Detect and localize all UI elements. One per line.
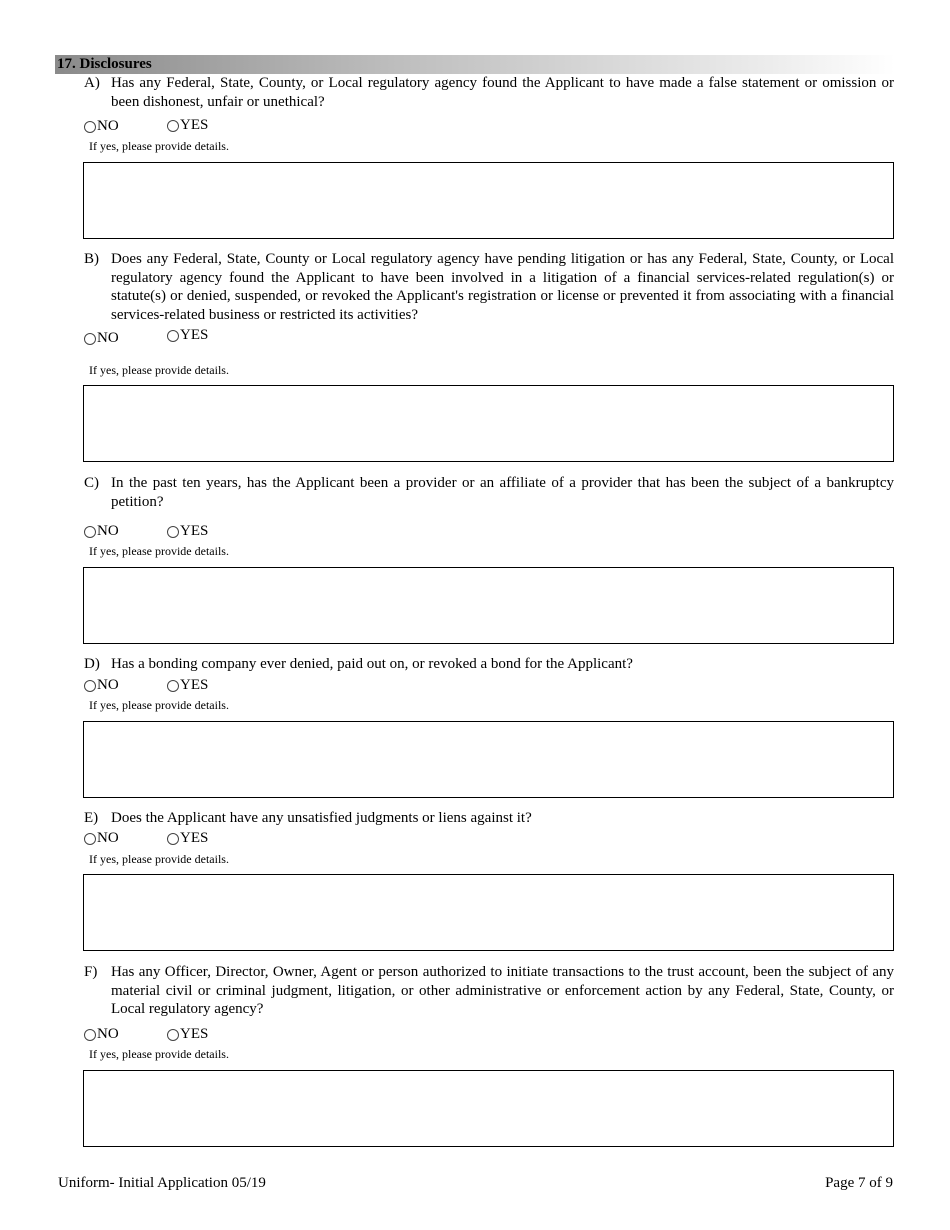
- radio-label: NO: [97, 118, 119, 134]
- radio-circle-icon[interactable]: [84, 121, 96, 133]
- question-letter: C): [84, 475, 99, 491]
- question-letter: D): [84, 656, 100, 672]
- details-hint: If yes, please provide details.: [89, 1047, 229, 1061]
- radio-label: YES: [180, 523, 209, 539]
- question-b-yes-radio[interactable]: [167, 327, 208, 344]
- question-text: Does the Applicant have any unsatisfied judgments or liens against it?: [111, 810, 532, 826]
- details-hint: If yes, please provide details.: [89, 852, 229, 866]
- radio-circle-icon[interactable]: [84, 833, 96, 845]
- question-f-details-field[interactable]: [83, 1070, 894, 1147]
- section-title: 17. Disclosures: [57, 56, 152, 72]
- footer-form-name: Uniform- Initial Application 05/19: [58, 1175, 266, 1191]
- question-letter: F): [84, 964, 98, 980]
- radio-label: YES: [180, 830, 209, 846]
- question-e: [84, 809, 894, 828]
- question-d-yes-radio[interactable]: [167, 677, 208, 694]
- radio-label: YES: [180, 1026, 209, 1042]
- radio-label: NO: [97, 1026, 119, 1042]
- question-c: [84, 474, 894, 511]
- question-c-details-field[interactable]: [83, 567, 894, 644]
- radio-circle-icon[interactable]: [167, 330, 179, 342]
- question-letter: B): [84, 251, 99, 267]
- question-f: [84, 963, 894, 1019]
- section-header: [55, 55, 895, 74]
- question-e-yes-radio[interactable]: [167, 830, 208, 847]
- radio-label: YES: [180, 327, 209, 343]
- question-b: [84, 250, 894, 324]
- question-letter: A): [84, 75, 100, 91]
- radio-circle-icon[interactable]: [84, 333, 96, 345]
- radio-circle-icon[interactable]: [167, 833, 179, 845]
- radio-label: NO: [97, 330, 119, 346]
- question-d-no-radio[interactable]: [84, 677, 119, 694]
- question-d-details-field[interactable]: [83, 721, 894, 798]
- radio-circle-icon[interactable]: [167, 120, 179, 132]
- details-hint: If yes, please provide details.: [89, 363, 229, 377]
- question-e-no-radio[interactable]: [84, 830, 119, 847]
- radio-circle-icon[interactable]: [167, 680, 179, 692]
- radio-circle-icon[interactable]: [167, 526, 179, 538]
- footer-page-number: Page 7 of 9: [825, 1175, 893, 1191]
- question-a-details-field[interactable]: [83, 162, 894, 239]
- radio-label: NO: [97, 523, 119, 539]
- radio-label: NO: [97, 830, 119, 846]
- radio-circle-icon[interactable]: [84, 680, 96, 692]
- question-text: Has any Federal, State, County, or Local regulatory agency found the Applicant to have made a false statement or omission or been dishonest, unfair or unethical?: [111, 75, 894, 110]
- question-letter: E): [84, 810, 99, 826]
- question-e-details-field[interactable]: [83, 874, 894, 951]
- question-b-no-radio[interactable]: [84, 330, 119, 347]
- question-text: In the past ten years, has the Applicant been a provider or an affiliate of a provider that has been the subject of a bankruptcy petition?: [111, 475, 894, 510]
- question-a-yes-radio[interactable]: [167, 117, 208, 134]
- radio-label: NO: [97, 677, 119, 693]
- radio-circle-icon[interactable]: [167, 1029, 179, 1041]
- question-a-no-radio[interactable]: [84, 118, 119, 135]
- radio-circle-icon[interactable]: [84, 1029, 96, 1041]
- question-f-yes-radio[interactable]: [167, 1026, 208, 1043]
- question-d: [84, 655, 894, 674]
- radio-label: YES: [180, 677, 209, 693]
- question-text: Has any Officer, Director, Owner, Agent or person authorized to initiate transactions to the trust account, been the subject of any material civil or criminal judgment, litigation, or other administrative or enforcement action by any Federal, State, County, or Local regulatory agency?: [111, 964, 894, 1017]
- question-b-details-field[interactable]: [83, 385, 894, 462]
- question-c-no-radio[interactable]: [84, 523, 119, 540]
- details-hint: If yes, please provide details.: [89, 139, 229, 153]
- radio-circle-icon[interactable]: [84, 526, 96, 538]
- question-text: Does any Federal, State, County or Local regulatory agency have pending litigation or has any Federal, State, County, or Local regulatory agency found the Applicant to have been involved in a litigation of a financial services-related regulation(s) or statute(s) or denied, suspended, or revoked the Applicant's registration or license or prevented it from associating with a financial services-related business or restricted its activities?: [111, 251, 894, 323]
- radio-label: YES: [180, 117, 209, 133]
- question-f-no-radio[interactable]: [84, 1026, 119, 1043]
- details-hint: If yes, please provide details.: [89, 544, 229, 558]
- question-a: [84, 74, 894, 111]
- details-hint: If yes, please provide details.: [89, 698, 229, 712]
- question-text: Has a bonding company ever denied, paid out on, or revoked a bond for the Applicant?: [111, 656, 633, 672]
- question-c-yes-radio[interactable]: [167, 523, 208, 540]
